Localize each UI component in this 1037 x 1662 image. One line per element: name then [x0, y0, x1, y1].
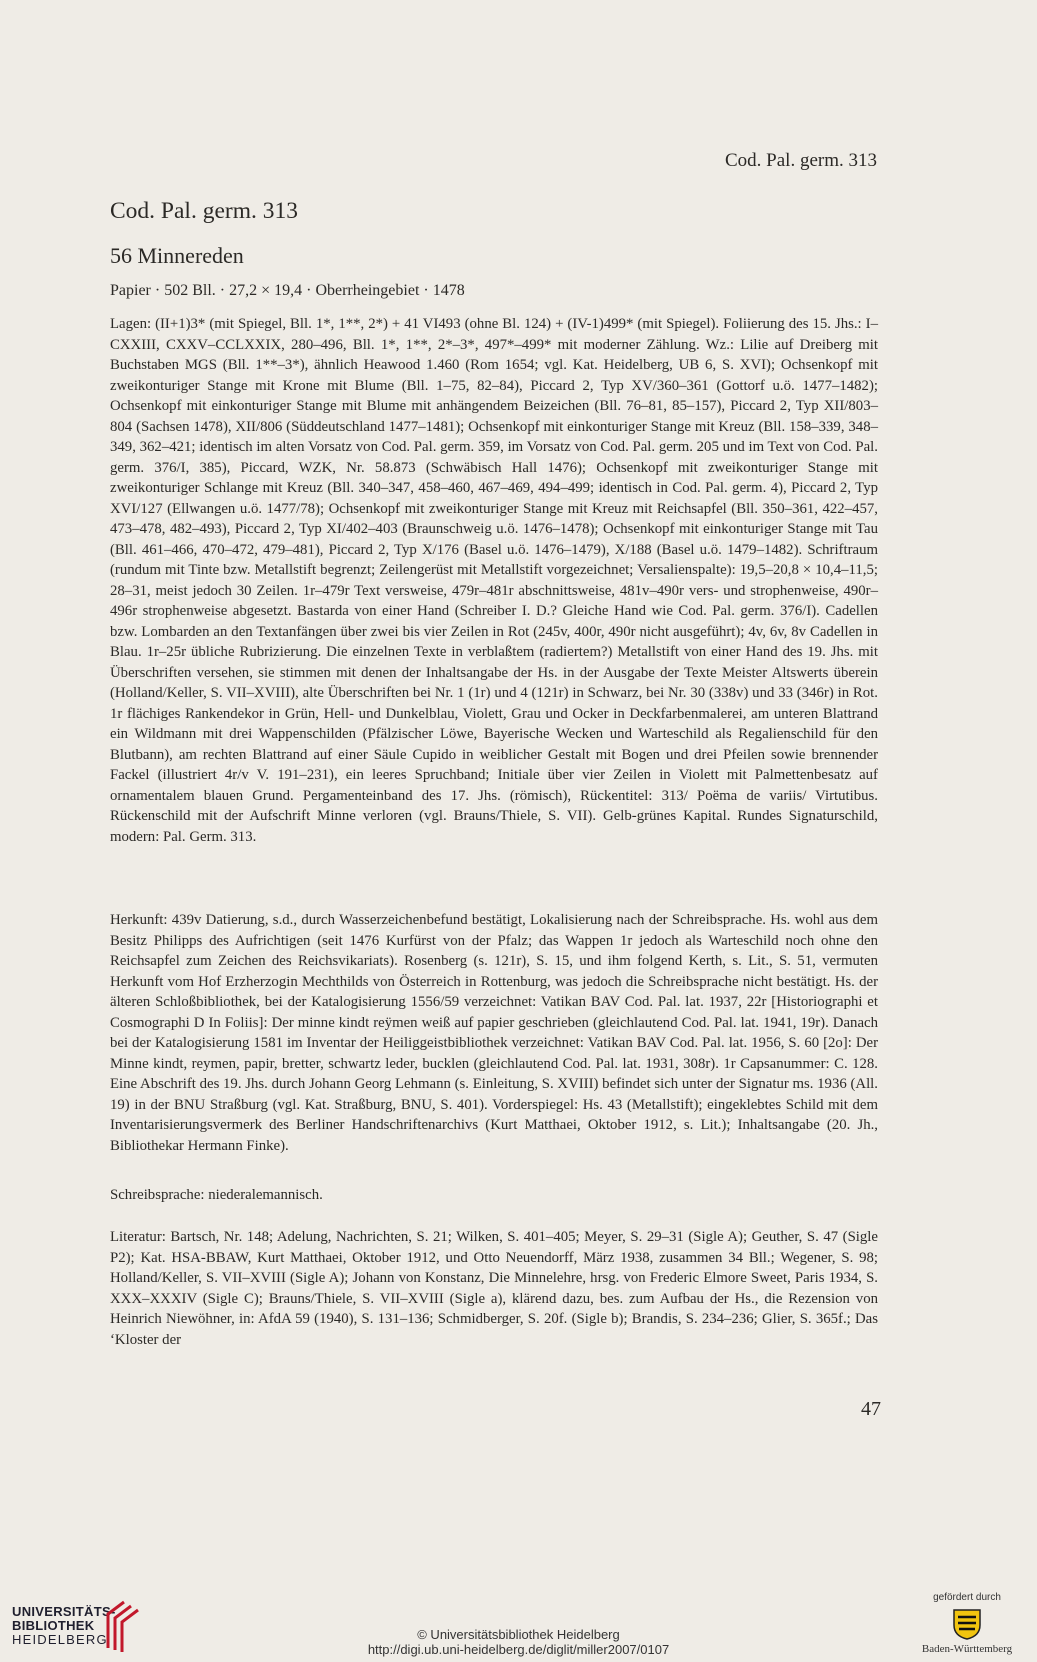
funded-by-text: gefördert durch [933, 1592, 1001, 1603]
manuscript-title: Cod. Pal. germ. 313 [110, 198, 298, 224]
page-number: 47 [861, 1398, 881, 1420]
state-coat-of-arms-icon [950, 1607, 984, 1641]
state-name: Baden-Württemberg [921, 1643, 1013, 1655]
schreibsprache-paragraph: Schreibsprache: niederalemannisch. [110, 1187, 323, 1203]
library-name-line1: UNIVERSITÄTS- [12, 1604, 116, 1619]
literatur-paragraph: Literatur: Bartsch, Nr. 148; Adelung, Nachrichten, S. 21; Wilken, S. 401–405; Meyer, S. 29–31 (Sigle A); Geuther, S. 47 (Sigle P2); Kat. HSA-BBAW, Kurt Matthaei, Oktober 1912, und Otto Neuendorff, März 1938, zusammen 34 Bll.; Wegener, S. 98; Holland/Keller, S. VII–XVIII (Sigle A); Johann von Konstanz, Die Minnelehre, hrsg. von Frederic Elmore Sweet, Paris 1934, S. XXX–XXXIV (Sigle C); Brauns/Thiele, S. VII–XVIII (Sigle a), klärend dazu, bes. zum Aufbau der Hs., die Rezension von Heinrich Niewöhner, in: AfdA 59 (1940), S. 131–136; Schmidberger, S. 20f. (Sigle b); Brandis, S. 234–236; Glier, S. 365f.; Das ‘Kloster der [110, 1229, 878, 1348]
library-city: HEIDELBERG [12, 1632, 108, 1647]
running-head: Cod. Pal. germ. 313 [725, 150, 877, 171]
copyright-text: © Universitätsbibliothek Heidelberg [417, 1627, 620, 1642]
source-url-link[interactable]: http://digi.ub.uni-heidelberg.de/diglit/miller2007/0107 [367, 1642, 670, 1657]
funding-logo[interactable] [911, 1592, 1023, 1655]
herkunft-paragraph: Herkunft: 439v Datierung, s.d., durch Wasserzeichenbefund bestätigt, Lokalisierung nach der Schreibsprache. Hs. wohl aus dem Besitz Philipps des Aufrichtigen (seit 1476 Kurfürst von der Pfalz; das Wappen 1r jedoch als Warteschild noch ohne den Reichsapfel zum Zeichen des Reichsvikariats). Rosenberg (s. 121r), S. 15, und ihm folgend Kerth, s. Lit., S. 51, vermuten Herkunft vom Hof Erzherzogin Mechthilds von Österreich in Rottenburg, was jedoch die Schreibsprache nicht bestätigt. Hs. der älteren Schloßbibliothek, bei der Katalogisierung 1556/59 verzeichnet: Vatikan BAV Cod. Pal. lat. 1937, 22r [Historiographi et Cosmographi D In Foliis]: Der minne kindt reÿmen weiß auf papier geschrieben (gleichlautend Cod. Pal. lat. 1941, 19r). Danach bei der Katalogisierung 1581 im Inventar der Heiliggeistbibliothek verzeichnet: Vatikan BAV Cod. Pal. lat. 1956, S. 60 [2o]: Der Minne kindt, reymen, papir, bretter, schwartz leder, bucklen (gleichlautend Cod. Pal. lat. 1931, 308r). 1r Capsanummer: C. 128. Eine Abschrift des 19. Jhs. durch Johann Georg Lehmann (s. Einleitung, S. XVIII) befindet sich unter der Signatur ms. 1936 (All. 19) in der BNU Straßburg (vgl. Kat. Straßburg, BNU, S. 401). Vorderspiegel: Hs. 43 (Metallstift); eingeklebtes Schild mit dem Inventarisierungsvermerk des Berliner Handschriftenarchivs (Kurt Matthaei, Oktober 1912, s. Lit.); Inhaltsangabe (20. Jh., Bibliothekar Hermann Finke). [110, 912, 878, 1154]
footer-copyright [0, 1627, 1037, 1657]
library-name-line2: BIBLIOTHEK [12, 1618, 95, 1633]
manuscript-meta: Papier · 502 Bll. · 27,2 × 19,4 · Oberrheingebiet · 1478 [110, 282, 465, 299]
manuscript-subtitle: 56 Minnereden [110, 243, 244, 268]
lagen-paragraph: Lagen: (II+1)3* (mit Spiegel, Bll. 1*, 1**, 2*) + 41 VI493 (ohne Bl. 124) + (IV-1)499* (mit Spiegel). Foliierung des 15. Jhs.: I–CXXIII, CXXV–CCLXXIX, 280–496, Bll. 1*, 1**, 2*–3*, 497*–499* mit moderner Zählung. Wz.: Lilie auf Dreiberg mit Buchstaben MGS (Bll. 1**–3*), ähnlich Heawood 1.460 (Rom 1654; vgl. Kat. Heidelberg, UB 6, S. XVI); Ochsenkopf mit zweikonturiger Stange mit Krone mit Blume (Bll. 1–75, 82–84), Piccard 2, Typ XV/360–361 (Gottorf u.ö. 1477–1482); Ochsenkopf mit einkonturiger Stange mit Blume mit anhängendem Beizeichen (Bll. 76–81, 85–157), Piccard 2, Typ XII/803–804 (Sachsen 1478), XII/806 (Süddeutschland 1477–1481); Ochsenkopf mit einkonturiger Stange mit Kreuz (Bll. 158–339, 348–349, 362–421; identisch im alten Vorsatz von Cod. Pal. germ. 359, im Vorsatz von Cod. Pal. germ. 205 und im Text von Cod. Pal. germ. 376/I, 385), Piccard, WZK, Nr. 58.873 (Schwäbisch Hall 1476); Ochsenkopf mit zweikonturiger Stange mit zweikonturiger Schlange mit Kreuz (Bll. 340–347, 458–460, 467–469, 494–499; identisch in Cod. Pal. germ. 4), Piccard 2, Typ XVI/127 (Ellwangen u.ö. 1477/78); Ochsenkopf mit zweikonturiger Stange mit Kreuz mit Reichsapfel (Bll. 350–361, 422–457, 473–478, 482–493), Piccard 2, Typ XI/402–403 (Braunschweig u.ö. 1476–1478); Ochsenkopf mit einkonturiger Stange mit Tau (Bll. 461–466, 470–472, 479–481), Piccard 2, Typ X/176 (Basel u.ö. 1476–1479), X/188 (Basel u.ö. 1479–1482). Schriftraum (rundum mit Tinte bzw. Metallstift begrenzt; Zeilengerüst mit Metallstift vorgezeichnet; Versalienspalte): 19,5–20,8 × 10,4–11,5; 28–31, meist jedoch 30 Zeilen. 1r–479r Text versweise, 479r–481r abschnittsweise, 481v–490r vers- und strophenweise, 490r–496r strophenweise abgesetzt. Bastarda von einer Hand (Schreiber I. D.? Gleiche Hand wie Cod. Pal. germ. 376/I). Cadellen bzw. Lombarden an den Textanfängen über zwei bis vier Zeilen in Rot (245v, 400r, 490r nicht ausgeführt); 4v, 6v, 8v Cadellen in Blau. 1r–25r übliche Rubrizierung. Die einzelnen Texte in verblaßtem (radiertem?) Metallstift von einer Hand des 19. Jhs. mit Überschriften versehen, sie stimmen mit denen der Inhaltsangabe der Hs. in der Ausgabe der Texte Meister Altswerts überein (Holland/Keller, S. VII–XVIII), alte Überschriften bei Nr. 1 (1r) und 4 (121r) in Schwarz, bei Nr. 30 (338v) und 33 (346r) in Rot. 1r flächiges Rankendekor in Grün, Hell- und Dunkelblau, Violett, Grau und Ocker in Deckfarbenmalerei, am unteren Blattrand ein Wildmann mit drei Wappenschilden (Pfälzischer Löwe, Bayerische Wecken und Warteschild als Regalienschild für den Blutbann), am rechten Blattrand auf einer Säule Cupido in weiblicher Gestalt mit Bogen und drei Pfeilen sowie brennender Fackel (illustriert 4r/v V. 191–231), ein leeres Spruchband; Initiale über vier Zeilen in Violett mit Palmettenbesatz auf ornamentalem blauen Grund. Pergamenteinband des 17. Jhs. (römisch), Rückentitel: 313/ Poëma de variis/ Virtutibus. Rückenschild mit der Aufschrift Minne verloren (vgl. Brauns/Thiele, S. VII). Gelb-grünes Kapital. Rundes Signaturschild, modern: Pal. Germ. 313. [110, 316, 878, 845]
